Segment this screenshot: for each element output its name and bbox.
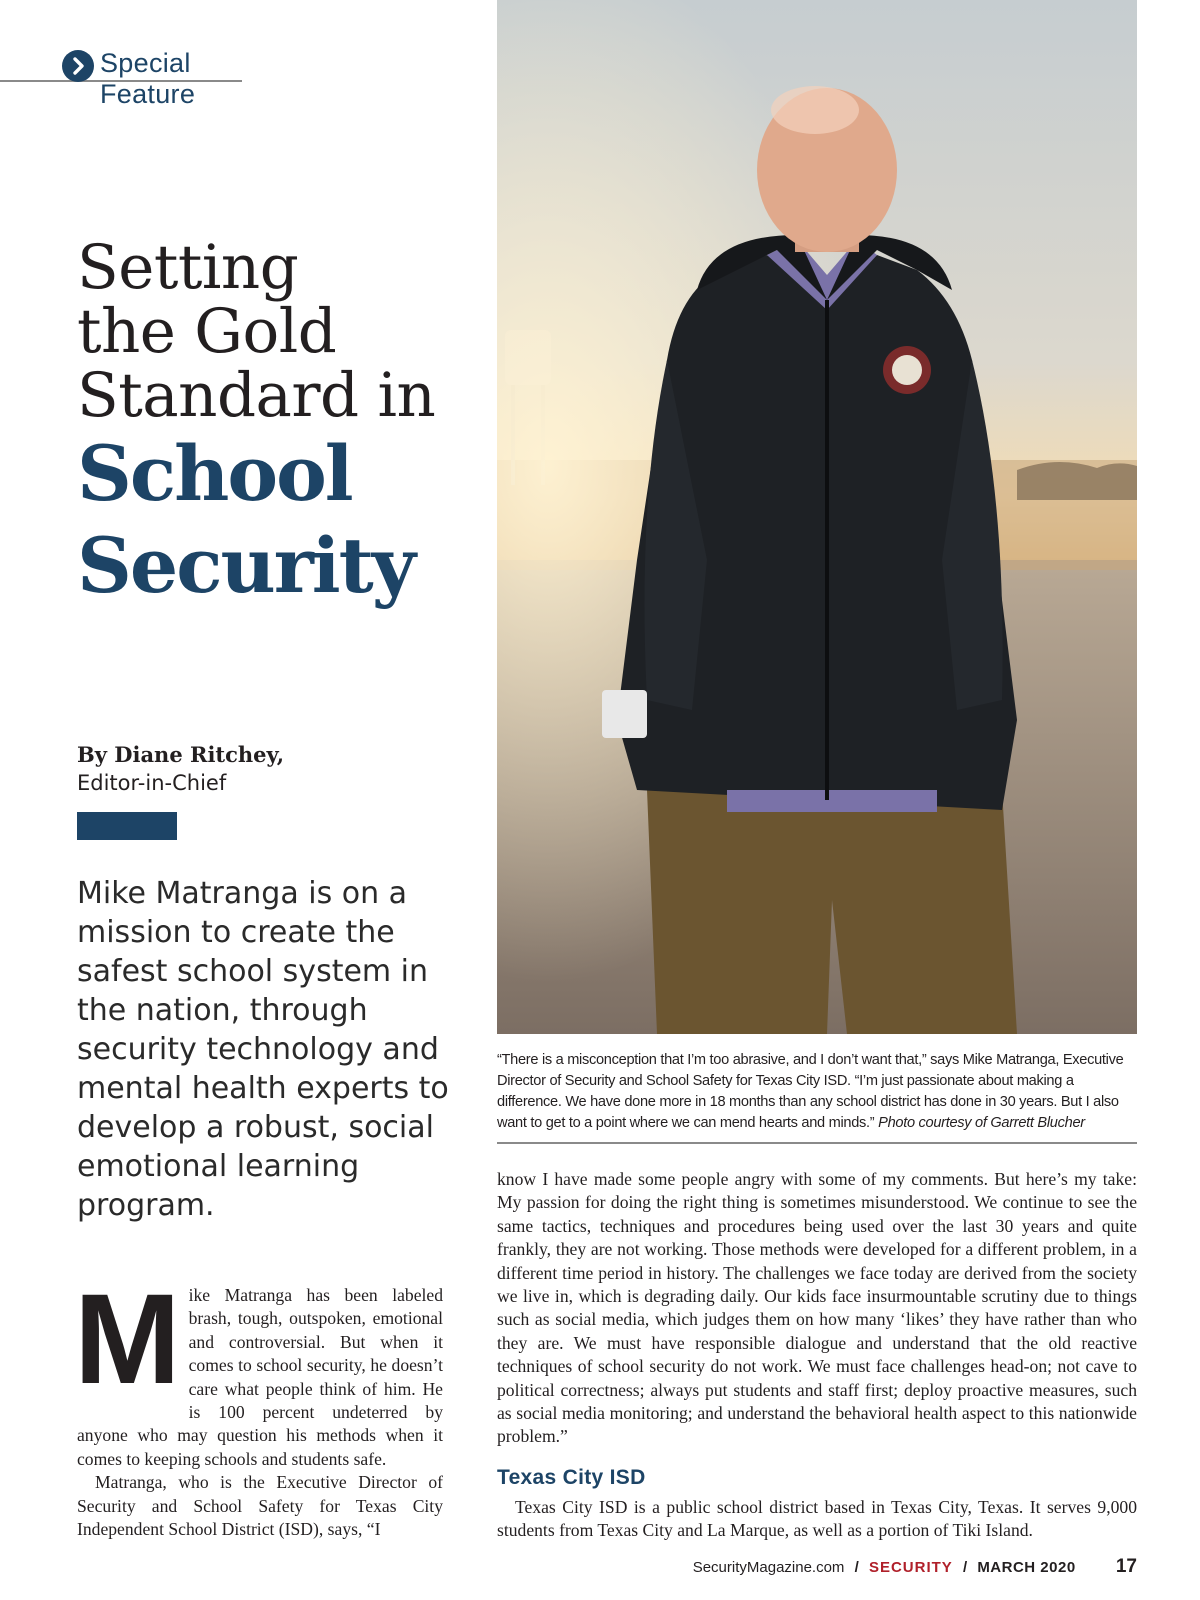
photo-credit: Photo courtesy of Garrett Blucher	[878, 1115, 1085, 1131]
title-line-4: School	[77, 429, 352, 518]
body-column-right-continued	[497, 1496, 1137, 1543]
body-column-left	[74, 1268, 443, 1541]
body-paragraph-2: Matranga, who is the Executive Director of Security and School Safety for Texas City Independent School District (ISD), says, “I	[77, 1472, 443, 1540]
author-name: By Diane Ritchey,	[77, 742, 285, 767]
caption-rule	[497, 1142, 1137, 1144]
section-label: Special Feature	[100, 48, 196, 109]
body-paragraph-1: ike Matranga has been labeled brash, tough, outspoken, emotional and controversial. But when it comes to school security, he doesn’t care what people think of him. He is 100 percent undeterred by anyone who may question his methods when it comes to keeping schools and students safe.	[77, 1285, 443, 1469]
footer-brand: SECURITY	[868, 1559, 953, 1576]
photo-caption	[497, 1050, 1137, 1134]
section-tag	[0, 44, 242, 109]
author-role: Editor-in-Chief	[77, 771, 227, 795]
footer-separator-1: /	[854, 1559, 859, 1576]
section-subhead: Texas City ISD	[497, 1466, 646, 1489]
byline-accent-bar	[77, 812, 177, 840]
body-paragraph-4: Texas City ISD is a public school district based in Texas City, Texas. It serves 9,000 students from Texas City and La Marque, as well as a portion of Tiki Island.	[497, 1497, 1137, 1541]
chevron-right-icon	[62, 50, 94, 82]
article-title	[77, 232, 487, 612]
page-footer	[693, 1556, 1137, 1578]
title-line-2: the Gold	[77, 296, 337, 367]
portrait-photo	[497, 0, 1137, 1034]
footer-issue: MARCH 2020	[977, 1559, 1076, 1576]
byline	[77, 742, 284, 795]
caption-text: “There is a misconception that I’m too abrasive, and I don’t want that,” says Mike Matranga, Executive Director of Security and School Safety for Texas City ISD. “I’m just passionate about making a difference. We have done more in 18 months than any school district has done in 30 years. But I also want to get to a point where we can mend hearts and minds.”	[497, 1052, 1124, 1131]
footer-separator-2: /	[962, 1559, 968, 1576]
title-line-1: Setting	[77, 232, 299, 303]
article-deck: Mike Matranga is on a mission to create the safest school system in the nation, through security technology and mental health experts to develop a robust, social emotional learning program.	[77, 876, 449, 1223]
page-number: 17	[1115, 1556, 1137, 1577]
title-line-3: Standard in	[77, 360, 436, 431]
drop-cap: M	[74, 1268, 177, 1411]
body-column-right	[497, 1168, 1137, 1449]
footer-site: SecurityMagazine.com	[692, 1559, 845, 1576]
body-paragraph-3: know I have made some people angry with some of my comments. But here’s my take: My passion for doing the right thing is sometimes misunderstood. We continue to see the same tactics, techniques and procedures being used over the last 30 years and quite frankly, they are not working. Those methods were developed for a different problem, in a different time period in history. The challenges we face today are derived from the society we live in, which is degrading daily. Our kids face insurmountable scrutiny due to things such as social media, which judges them on how many ‘likes’ they have rather than who they are. We must have responsible dialogue and understand that the old reactive techniques of school security do not work. We must face challenges head-on; not cave to political correctness; always put students and staff first; deploy proactive measures, such as social media monitoring; and understand the behavioral health aspect to this nationwide problem.”	[497, 1169, 1137, 1447]
title-line-5: Security	[77, 521, 414, 610]
